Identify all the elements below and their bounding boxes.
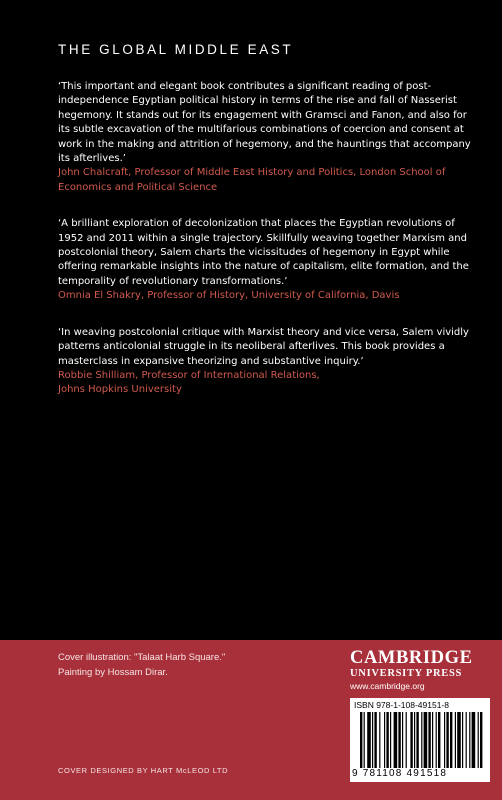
endorsement-quote: ‘This important and elegant book contributes a significant reading of post-independence Egyptian political history in terms of the rise and fall of Nasserist hegemony. It stands out for its engagement with Gramsci and Fanon, and also for its subtle excavation of the multifarious combinations of coercion and consent at work in the making and attrition of hegemony, and the hauntings that accompany its afterlives.’ [58,81,471,165]
barcode-bar [462,712,463,768]
endorsement-el-shakry [58,217,478,303]
endorsement-shilliam [58,326,478,398]
endorsement-attribution: Omnia El Shakry, Professor of History, University of California, Davis [58,290,400,302]
publisher-band [0,640,502,800]
barcode-bar [469,712,470,768]
endorsement-chalcraft [58,80,478,195]
barcode-bar [424,712,428,768]
endorsement-attribution-line-2: Johns Hopkins University [58,384,182,396]
barcode-bar [480,712,482,768]
barcode-bar [364,712,365,768]
barcode-bar [386,712,388,768]
barcode-bar [360,712,362,768]
barcode-bar [367,712,371,768]
barcode-digits: 9 781108 491518 [352,768,448,779]
publisher-name: CAMBRIDGE [350,648,473,668]
barcode-bar [414,712,415,768]
barcode-bar [444,712,445,768]
barcode-bar [374,712,376,768]
publisher-logo [350,648,490,692]
barcode-bar [416,712,418,768]
barcode-bar [455,712,456,768]
publisher-url: www.cambridge.org [350,681,425,691]
publisher-subtitle: UNIVERSITY PRESS [350,668,463,679]
barcode [350,698,490,782]
barcode-bar [421,712,422,768]
barcode-bar [472,712,476,768]
barcode-bar [402,712,403,768]
barcode-bar [432,712,433,768]
endorsements [58,80,478,420]
cover-designer-credit: COVER DESIGNED BY HART McLEOD LTD [58,766,229,775]
barcode-bar [372,712,373,768]
barcode-bar [466,712,467,768]
endorsement-quote: ‘In weaving postcolonial critique with Marxist theory and vice versa, Salem vividly patterns anticolonial struggle in its neoliberal afterlives. This book provides a masterclass in expansive theorizing and substantive inquiry.’ [58,326,469,367]
barcode-bar [446,712,448,768]
endorsement-attribution: John Chalcraft, Professor of Middle East History and Politics, London School of Economics and Political Science [58,167,446,193]
barcode-bar [406,712,407,768]
barcode-bar [478,712,479,768]
painter-credit: Painting by Hossam Dirar. [58,667,168,678]
barcode-bar [384,712,385,768]
barcode-bar [438,712,440,768]
barcode-bar [428,712,430,768]
cover-illustration-credit: Cover illustration: "Talaat Harb Square." [58,652,226,663]
barcode-bar [379,712,380,768]
barcode-bar [390,712,391,768]
barcode-bar [398,712,400,768]
series-title: THE GLOBAL MIDDLE EAST [58,42,294,57]
barcode-bar [436,712,437,768]
barcode-bar [457,712,461,768]
endorsement-attribution-line-1: Robbie Shilliam, Professor of International Relations, [58,369,320,381]
isbn-label: ISBN 978-1-108-49151-8 [354,700,449,710]
barcode-bar [410,712,412,768]
barcode-bar [394,712,398,768]
endorsement-quote: ‘A brilliant exploration of decolonization that places the Egyptian revolutions of 1952 and 2011 within a single trajectory. Skillfully weaving together Marxism and postcolonial theory, Salem charts the vicissitudes of hegemony in Egypt while offering remarkable insights into the nature of capitalism, elite formation, and the temporality of revolutionary transformations.’ [58,218,469,287]
barcode-bar [450,712,452,768]
